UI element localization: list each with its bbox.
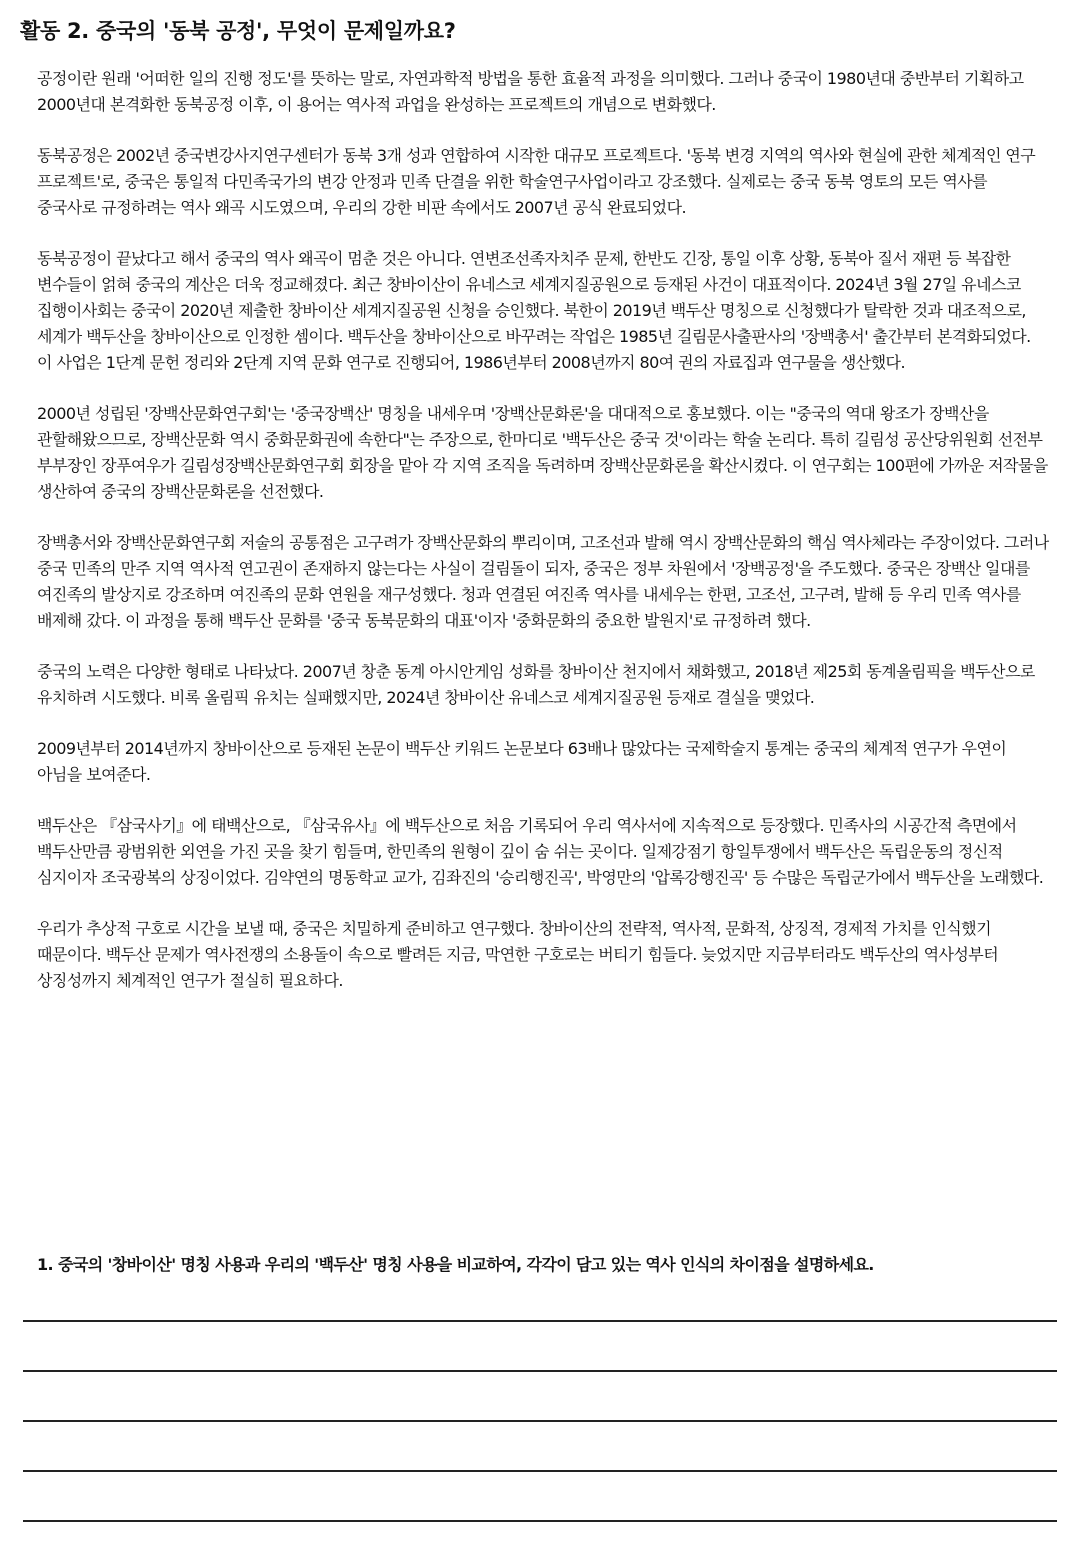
answer-line-2[interactable] (23, 1370, 1057, 1372)
question-1: 1. 중국의 '창바이산' 명칭 사용과 우리의 '백두산' 명칭 사용을 비교하여, 각각이 담고 있는 역사 인식의 차이점을 설명하세요. (37, 1255, 874, 1274)
answer-line-3[interactable] (23, 1420, 1057, 1422)
paragraph-8: 백두산은 『삼국사기』에 태백산으로, 『삼국유사』에 백두산으로 처음 기록되어 우리 역사서에 지속적으로 등장했다. 민족사의 시공간적 측면에서 백두산만큼 광범위한 외연을 가진 곳을 찾기 힘들며, 한민족의 원형이 깊이 숨 쉬는 곳이다. 일제강점기 항일투쟁에서 백두산은 독립운동의 정신적 심지이자 조국광복의 상징이었다. 김약연의 명동학교 교가, 김좌진의 '승리행진곡', 박영만의 '압록강행진곡' 등 수많은 독립군가에서 백두산을 노래했다. (37, 816, 1044, 887)
paragraph-3: 동북공정이 끝났다고 해서 중국의 역사 왜곡이 멈춘 것은 아니다. 연변조선족자치주 문제, 한반도 긴장, 통일 이후 상황, 동북아 질서 재편 등 복잡한 변수들이 얽혀 중국의 계산은 더욱 정교해졌다. 최근 창바이산이 유네스코 세계지질공원으로 등재된 사건이 대표적이다. 2024년 3월 27일 유네스코 집행이사회는 중국이 2020년 제출한 창바이산 세계지질공원 신청을 승인했다. 북한이 2019년 백두산 명칭으로 신청했다가 탈락한 것과 대조적으로, 세계가 백두산을 창바이산으로 인정한 셈이다. 백두산을 창바이산으로 바꾸려는 작업은 1985년 길림문사출판사의 '장백총서' 출간부터 본격화되었다. 이 사업은 1단계 문헌 정리와 2단계 지역 문화 연구로 진행되어, 1986년부터 2008년까지 80여 권의 자료집과 연구물을 생산했다. (37, 249, 1031, 372)
paragraph-9: 우리가 추상적 구호로 시간을 보낼 때, 중국은 치밀하게 준비하고 연구했다. 창바이산의 전략적, 역사적, 문화적, 상징적, 경제적 가치를 인식했기 때문이다. 백두산 문제가 역사전쟁의 소용돌이 속으로 빨려든 지금, 막연한 구호로는 버티기 힘들다. 늦었지만 지금부터라도 백두산의 역사성부터 상징성까지 체계적인 연구가 절실히 필요하다. (37, 919, 999, 990)
answer-line-1[interactable] (23, 1320, 1057, 1322)
paragraph-7: 2009년부터 2014년까지 창바이산으로 등재된 논문이 백두산 키워드 논문보다 63배나 많았다는 국제학술지 통계는 중국의 체계적 연구가 우연이 아님을 보여준다. (37, 739, 1007, 784)
article-body (37, 66, 1049, 1019)
paragraph-2: 동북공정은 2002년 중국변강사지연구센터가 동북 3개 성과 연합하여 시작한 대규모 프로젝트다. '동북 변경 지역의 역사와 현실에 관한 체계적인 연구 프로젝트'로, 중국은 통일적 다민족국가의 변강 안정과 민족 단결을 위한 학술연구사업이라고 강조했다. 실제로는 중국 동북 영토의 모든 역사를 중국사로 규정하려는 역사 왜곡 시도였으며, 우리의 강한 비판 속에서도 2007년 공식 완료되었다. (37, 146, 1036, 217)
answer-line-4[interactable] (23, 1470, 1057, 1472)
paragraph-4: 2000년 성립된 '장백산문화연구회'는 '중국장백산' 명칭을 내세우며 '장백산문화론'을 대대적으로 홍보했다. 이는 "중국의 역대 왕조가 장백산을 관할해왔으므로, 장백산문화 역시 중화문화권에 속한다"는 주장으로, 한마디로 '백두산은 중국 것'이라는 학술 논리다. 특히 길림성 공산당위원회 선전부 부부장인 장푸여우가 길림성장백산문화연구회 회장을 맡아 각 지역 조직을 독려하며 장백산문화론을 확산시켰다. 이 연구회는 100편에 가까운 저작물을 생산하여 중국의 장백산문화론을 선전했다. (37, 404, 1048, 501)
activity-title: 활동 2. 중국의 '동북 공정', 무엇이 문제일까요? (20, 19, 456, 43)
paragraph-6: 중국의 노력은 다양한 형태로 나타났다. 2007년 창춘 동계 아시안게임 성화를 창바이산 천지에서 채화했고, 2018년 제25회 동계올림픽을 백두산으로 유치하려 시도했다. 비록 올림픽 유치는 실패했지만, 2024년 창바이산 유네스코 세계지질공원 등재로 결실을 맺었다. (37, 662, 1035, 707)
answer-line-5[interactable] (23, 1520, 1057, 1522)
paragraph-1: 공정이란 원래 '어떠한 일의 진행 정도'를 뜻하는 말로, 자연과학적 방법을 통한 효율적 과정을 의미했다. 그러나 중국이 1980년대 중반부터 기획하고 2000년대 본격화한 동북공정 이후, 이 용어는 역사적 과업을 완성하는 프로젝트의 개념으로 변화했다. (37, 69, 1024, 114)
paragraph-5: 장백총서와 장백산문화연구회 저술의 공통점은 고구려가 장백산문화의 뿌리이며, 고조선과 발해 역시 장백산문화의 핵심 역사체라는 주장이었다. 그러나 중국 민족의 만주 지역 역사적 연고권이 존재하지 않는다는 사실이 걸림돌이 되자, 중국은 정부 차원에서 '장백공정'을 주도했다. 중국은 장백산 일대를 여진족의 발상지로 강조하며 여진족의 문화 연원을 재구성했다. 청과 연결된 여진족 역사를 내세우는 한편, 고조선, 고구려, 발해 등 우리 민족 역사를 배제해 갔다. 이 과정을 통해 백두산 문화를 '중국 동북문화의 대표'이자 '중화문화의 중요한 발원지'로 규정하려 했다. (37, 533, 1049, 630)
